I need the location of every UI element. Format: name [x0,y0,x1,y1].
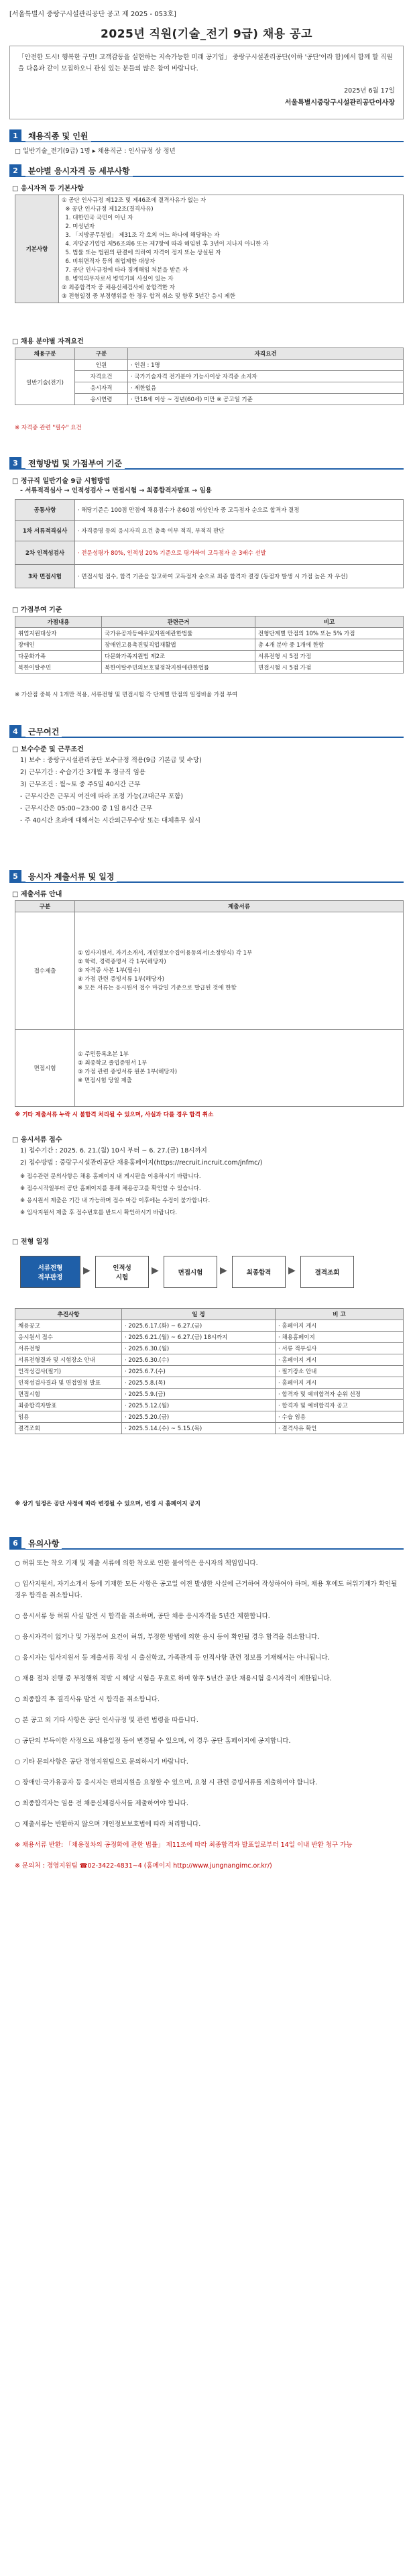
apply-note: ※ 응시원서 제출은 기간 내 가능하며 접수 마감 이후에는 수정이 불가합니다. [20,1197,211,1204]
schedule-cell: · 2025.6.30.(수) [122,1354,276,1366]
method-desc: · 해당기준은 100점 만점에 채용점수가 총60점 이상인자 중 고득점자 순으로 합격자 결정 [75,500,404,521]
method-flow: - 서류적격심사 → 인적성검사 → 면접시험 → 최종합격자발표 → 임용 [20,487,212,494]
method-desc: · 전문성평가 80%, 인적성 20% 기준으로 평가하여 고득점자 순 3배수 선발 [75,541,404,565]
schedule-cell: · 2025.6.21.(월) ~ 6.27.(금) 18시까지 [122,1332,276,1343]
section-number: 3 [9,457,21,469]
basic-item: 6. 비위면직자 등의 취업제한 대상자 [62,258,156,265]
notice-date: 2025년 6월 17일 [344,87,395,95]
docs-head: 제출서류 [75,901,404,912]
schedule-cell: 결격조회 [15,1423,122,1434]
schedule-note: ※ 상기 일정은 공단 사정에 따라 변경될 수 있으며, 변경 시 홈페이지 공지 [15,1501,200,1507]
qual-head-3: 자격요건 [128,348,404,360]
basic-item: ① 공단 인사규정 제12조 및 제46조에 결격사유가 없는 자 [62,197,206,204]
flow-step-2: 인적성 시험 [95,1256,149,1288]
schedule-cell: 채용공고 [15,1320,122,1332]
schedule-cell: · 수습 임용 [276,1411,404,1423]
qual-group: 일반기술(전기) [15,360,75,405]
bonus-head: 비고 [255,616,404,628]
arrow-icon: ▶ [288,1265,296,1276]
basic-req-table [15,195,404,303]
recruit-count: □ 일반기술_전기(9급) 1명 ▸ 채용직군 : 인사규정 상 정년 [15,148,176,155]
work-line: 2) 근무기간 : 수습기간 3개월 후 정규직 임용 [20,769,145,776]
schedule-cell: · 2025.5.14.(수) ~ 5.15.(목) [122,1423,276,1434]
docs-head: 구분 [15,901,75,912]
apply-note: ※ 입사지원서 제출 후 접수번호를 반드시 확인하시기 바랍니다. [20,1210,178,1216]
caution-item: ○ 공단의 부득이한 사정으로 채용일정 등이 변경될 수 있으며, 이 경우 공단 홈페이지에 공지합니다. [15,1737,291,1745]
apply-period: 1) 접수기간 : 2025. 6. 21.(월) 10시 부터 ~ 6. 27.(금) 18시까지 [20,1147,207,1155]
basic-item: 4. 지방공기업법 제56조의6 또는 제7항에 따라 해임된 후 3년이 지나지 아니한 자 [62,241,269,248]
qual-head-2: 구분 [75,348,128,360]
caution-item: ○ 제출서류는 반환하지 않으며 개인정보보호법에 따라 처리합니다. [15,1821,201,1828]
basic-item: 2. 미성년자 [62,223,95,230]
section-number: 4 [9,725,21,737]
schedule-cell: · 홈페이지 게시 [276,1354,404,1366]
qual-head-1: 채용구분 [15,348,75,360]
flow-step-4: 최종합격 [232,1256,286,1288]
bonus-table [15,616,404,674]
section-title: 응시자 제출서류 및 일정 [25,871,117,882]
docs-table [15,900,404,1107]
work-heading: □ 보수수준 및 근무조건 [12,746,84,753]
schedule-cell: · 홈페이지 게시 [276,1377,404,1389]
page-title: 2025년 직원(기술_전기 9급) 채용 공고 [101,28,312,41]
bonus-cell: 다문화가족지원법 제2조 [102,651,255,662]
section-title: 채용직종 및 인원 [25,130,91,142]
basic-item: 8. 병역의무자로서 병역기피 사실이 있는 자 [62,276,174,282]
intro-text: 「안전한 도시! 행복한 구민! 고객감동을 실현하는 지속가능한 미래 공기업」 중랑구시설관리공단(이하 '공단'이라 함)에서 함께 할 직원을 다음과 같이 모집하오니 관심 있는 분들의 많은 참여 바랍니다. [18,54,393,72]
basic-label: 기본사항 [15,195,59,303]
docs-list: ① 주민등록초본 1부 ② 최종학교 졸업증명서 1부 ③ 가점 관련 증빙서류 원본 1부(해당자) ※ 면접시험 당일 제출 [75,1030,404,1107]
section-6-header [9,1536,62,1550]
qual-cell: 자격요건 [75,371,128,382]
schedule-cell: 임용 [15,1411,122,1423]
section-title: 유의사항 [25,1538,62,1549]
schedule-head: 비 고 [276,1309,404,1320]
section-title: 전형방법 및 가점부여 기준 [25,458,125,469]
caution-item: ○ 채용 절차 진행 중 부정행위 적발 시 해당 시험을 무효로 하며 향후 5년간 공단 채용시험 응시자격이 제한됩니다. [15,1675,332,1682]
arrow-icon: ▶ [83,1265,91,1276]
schedule-cell: · 채용홈페이지 [276,1332,404,1343]
schedule-cell: · 2025.5.9.(금) [122,1389,276,1400]
schedule-cell: · 2025.5.12.(월) [122,1400,276,1411]
section-number: 1 [9,129,21,142]
schedule-head: 추진사항 [15,1309,122,1320]
bonus-cell: 북한이탈주민 [15,662,102,674]
docs-heading: □ 제출서류 안내 [12,891,62,898]
basic-item: 7. 공단 인사규정에 따라 징계해임 처분을 받은 자 [62,267,188,274]
bonus-cell: 다문화가족 [15,651,102,662]
section-5-header [9,869,117,883]
schedule-cell: · 2025.6.30.(월) [122,1343,276,1354]
bonus-note: ※ 가산점 중복 시 1개만 적용, 서류전형 및 면접시험 각 단계별 만점의 일정비율 가점 부여 [15,692,238,698]
flow-step-1: 서류전형 적부판정 [20,1256,80,1288]
method-step: 1차 서류적격심사 [15,521,75,541]
basic-req-heading: □ 응시자격 등 기본사항 [12,185,84,193]
schedule-cell: · 홈페이지 게시 [276,1320,404,1332]
qual-cell: · 제한없음 [128,382,404,394]
caution-item: ○ 입사지원서, 자기소개서 등에 기재한 모든 사항은 공고일 이전 발생한 사실에 근거하여 작성하여야 하며, 채용 후에도 허위기재가 확인될 경우 합격을 취소합니다. [15,1580,398,1599]
docs-type: 면접시험 [15,1030,75,1107]
docs-type: 접수제출 [15,912,75,1030]
arrow-icon: ▶ [152,1265,159,1276]
schedule-cell: 서류전형 [15,1343,122,1354]
schedule-cell: · 2025.6.7.(수) [122,1366,276,1377]
docs-note: ※ 기타 제출서류 누락 시 불합격 처리될 수 있으며, 사실과 다를 경우 합격 취소 [15,1112,214,1118]
section-title: 분야별 응시자격 등 세부사항 [25,165,133,176]
bonus-cell: 취업지원대상자 [15,628,102,639]
schedule-heading: □ 전형 일정 [12,1238,50,1246]
work-line: - 근무시간은 근무지 여건에 따라 조정 가능(교대근무 포함) [20,793,184,800]
qual-cell: 인원 [75,360,128,371]
qual-heading: □ 채용 분야별 자격요건 [12,338,84,345]
basic-item: 1. 대한민국 국민이 아닌 자 [62,215,133,221]
qual-table [15,347,404,405]
caution-item: ○ 응시서류 등 허위 사실 발견 시 합격을 취소하며, 공단 채용 응시자격을 5년간 제한합니다. [15,1613,270,1620]
schedule-cell: 인적성검사(필기) [15,1366,122,1377]
basic-item: ② 최종합격자 중 채용신체검사에 불합격한 자 [62,284,175,291]
schedule-cell: · 합격자 및 예비합격자 공고 [276,1400,404,1411]
bonus-cell: 전형단계별 만점의 10% 또는 5% 가점 [255,628,404,639]
schedule-cell: · 2025.5.8.(목) [122,1377,276,1389]
caution-item: ○ 최종합격 후 결격사유 발견 시 합격을 취소합니다. [15,1696,160,1703]
work-line: 3) 근무조건 : 월~토 중 주5일 40시간 근무 [20,781,141,788]
schedule-table [15,1308,404,1434]
section-4-header [9,724,62,738]
bonus-heading: □ 가점부여 기준 [12,606,62,614]
caution-item: ○ 최종합격자는 임용 전 채용신체검사서를 제출하여야 합니다. [15,1800,188,1807]
caution-item: ○ 장애인·국가유공자 등 응시자는 편의지원을 요청할 수 있으며, 요청 시 관련 증빙서류를 제출하여야 합니다. [15,1779,318,1786]
method-desc: · 자격증명 등의 응시자격 요건 충족 여부 적격, 부적격 판단 [75,521,404,541]
caution-item: ○ 기타 문의사항은 공단 경영지원팀으로 문의하시기 바랍니다. [15,1758,188,1766]
apply-note: ※ 접수시작일부터 공단 홈페이지를 통해 채용공고를 확인할 수 있습니다. [20,1185,201,1192]
schedule-cell: · 합격자 및 예비합격자 순위 선정 [276,1389,404,1400]
qual-cell: · 인원 : 1명 [128,360,404,371]
work-line: 1) 보수 : 중랑구시설관리공단 보수규정 적용(9급 기본급 및 수당) [20,757,202,764]
schedule-cell: 응시원서 접수 [15,1332,122,1343]
section-number: 6 [9,1537,21,1549]
section-number: 2 [9,164,21,176]
intro-box [9,46,404,119]
caution-list [15,1558,404,1881]
notice-number: [서울특별시 중랑구시설관리공단 공고 제 2025 - 053호] [9,11,176,18]
bonus-cell: 북한이탈주민의보호및정착지원에관한법률 [102,662,255,674]
section-title: 근무여건 [25,726,62,737]
schedule-cell: · 2025.6.17.(화) ~ 6.27.(금) [122,1320,276,1332]
bonus-cell: 국가유공자등예우및지원에관한법률 [102,628,255,639]
basic-item: ③ 전형일정 중 부정행위를 한 경우 합격 취소 및 향후 5년간 응시 제한 [62,293,235,300]
bonus-cell: 면접시험 시 5점 가점 [255,662,404,674]
basic-item: 5. 법률 또는 법원의 판결에 의하여 자격이 정지 또는 상실된 자 [62,250,221,256]
schedule-head: 일 정 [122,1309,276,1320]
qual-cell: 응시자격 [75,382,128,394]
schedule-cell: 면접시험 [15,1389,122,1400]
section-2-header [9,164,133,177]
issuing-org: 서울특별시중랑구시설관리공단이사장 [284,99,395,107]
method-step: 3차 면접시험 [15,565,75,588]
section-number: 5 [9,870,21,882]
bonus-cell: 총 4개 분야 중 1개에 한함 [255,639,404,651]
work-line: - 주 40시간 초과에 대해서는 시간외근무수당 또는 대체휴무 실시 [20,817,201,824]
schedule-cell: 서류전형결과 및 시험장소 안내 [15,1354,122,1366]
schedule-cell: · 필기장소 안내 [276,1366,404,1377]
arrow-icon: ▶ [220,1265,227,1276]
method-desc: · 면접시험 점수, 합격 기준을 참고하여 고득점자 순으로 최종 합격자 결정 (동점자 발생 시 가점 높은 자 우선) [75,565,404,588]
qual-note: ※ 자격증 관련 "필수" 요건 [15,425,82,431]
method-step: 공통사항 [15,500,75,521]
bonus-head: 가점내용 [15,616,102,628]
bonus-cell: 서류전형 시 5점 가점 [255,651,404,662]
caution-item: ※ 문의처 : 경영지원팀 ☎02-3422-4831~4 (홈페이지 http://www.jungnangimc.or.kr/) [15,1862,272,1870]
bonus-cell: 장애인고용촉진및직업재활법 [102,639,255,651]
schedule-cell: · 2025.5.20.(금) [122,1411,276,1423]
bonus-cell: 장애인 [15,639,102,651]
bonus-head: 관련근거 [102,616,255,628]
apply-note: ※ 접수관련 문의사항은 채용 홈페이지 내 게시판을 이용하시기 바랍니다. [20,1173,201,1180]
caution-item: ○ 응시자격이 없거나 및 가점부여 요건이 허위, 부정한 방법에 의한 응시 등이 확인될 경우 합격을 취소합니다. [15,1633,320,1641]
docs-list: ① 입사지원서, 자기소개서, 개인정보수집이용동의서(소정양식) 각 1부 ② 학력, 경력증명서 각 1부(해당자) ③ 자격증 사본 1부(필수) ④ 가점 관련 증빙서류 1부(해당자) ※ 모든 서류는 응시원서 접수 마감일 기준으로 발급된 것에 한함 [75,912,404,1030]
qual-cell: · 국가기술자격 전기분야 기능사이상 자격증 소지자 [128,371,404,382]
basic-item: 3. 「지방공무원법」 제31조 각 호의 어느 하나에 해당하는 자 [62,232,220,239]
flow-step-3: 면접시험 [164,1256,217,1288]
caution-item: ○ 허위 또는 착오 기재 및 제출 서류에 의한 착오로 인한 불이익은 응시자의 책임입니다. [15,1560,258,1567]
method-step: 2차 인적성검사 [15,541,75,565]
qual-cell: 응시연령 [75,394,128,405]
schedule-cell: 최종합격자발표 [15,1400,122,1411]
work-line: - 근무시간은 05:00~23:00 중 1일 8시간 근무 [20,805,153,812]
flow-step-5: 결격조회 [300,1256,354,1288]
apply-heading: □ 응시서류 접수 [12,1136,62,1144]
schedule-cell: 인적성검사결과 및 면접일정 발표 [15,1377,122,1389]
schedule-cell: · 결격사유 확인 [276,1423,404,1434]
section-1-header [9,129,91,142]
section-3-header [9,456,125,470]
method-table [15,499,404,588]
method-heading: □ 정규직 일반기술 9급 시험방법 [12,478,111,485]
schedule-cell: · 서류 적부심사 [276,1343,404,1354]
apply-method: 2) 접수방법 : 중랑구시설관리공단 채용홈페이지(https://recruit.incruit.com/jnfmc/) [20,1159,263,1167]
basic-items [59,195,404,303]
qual-cell: · 만18세 이상 ~ 정년(60세) 미만 ※ 공고일 기준 [128,394,404,405]
caution-item: ○ 본 공고 외 기타 사항은 공단 인사규정 및 관련 법령을 따릅니다. [15,1717,198,1724]
caution-item: ※ 채용서류 반환: 「채용절차의 공정화에 관한 법률」 제11조에 따라 최종합격자 발표일로부터 14일 이내 반환 청구 가능 [15,1841,353,1849]
caution-item: ○ 응시자는 입사지원서 등 제출서류 작성 시 출신학교, 가족관계 등 인적사항 관련 정보를 기재해서는 아니됩니다. [15,1654,330,1662]
basic-item: ※ 공단 인사규정 제12조(결격사유) [62,206,154,213]
